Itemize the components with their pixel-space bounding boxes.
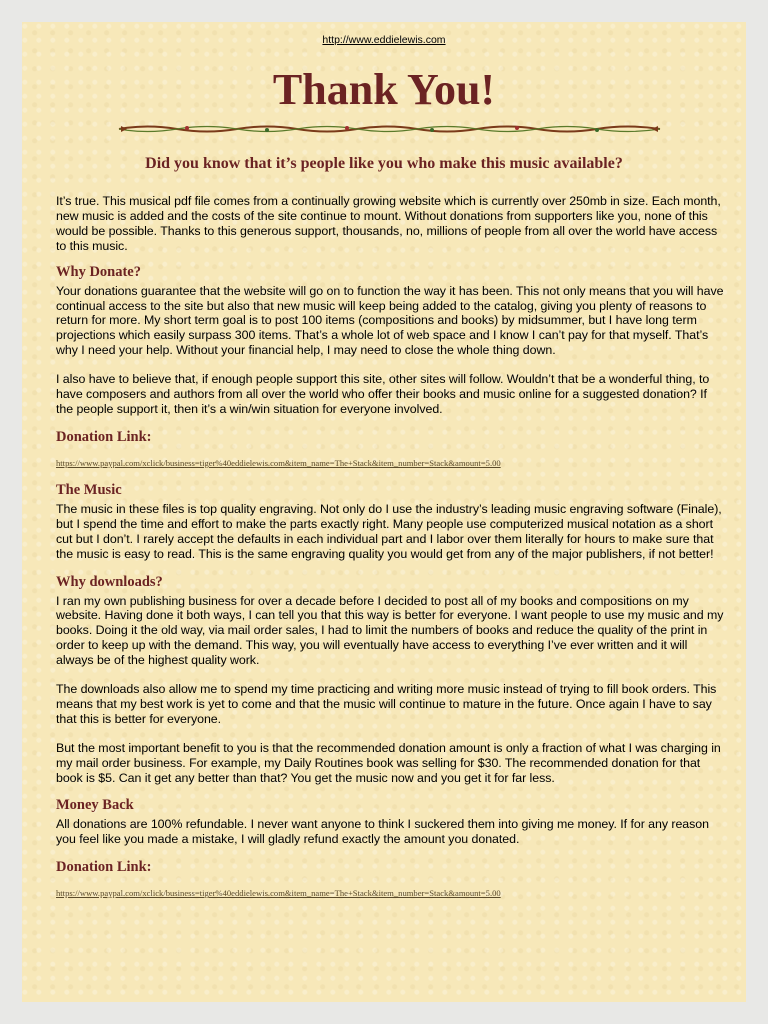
the-music-heading: The Music [56, 481, 122, 498]
document-page [22, 22, 746, 1002]
why-donate-paragraph-2: I also have to believe that, if enough people support this site, other sites will follow. Wouldn’t that be a wonderful thing, to have composers and authors from all over the world who offer their books and music online for a suggested donation? If the people support it, then it’s a win/win situation for everyone involved. [56, 372, 710, 416]
why-downloads-paragraph-1: I ran my own publishing business for over a decade before I decided to post all of my books and compositions on my website. Having done it both ways, I can tell you that this way is better for everyone. I want people to use my music and my books. Doing it the old way, via mail order sales, I had to limit the numbers of books and reduce the quality of the print in order to keep up with the demand. This way, you will eventually have access to everything I’ve ever written and it will always be of the highest quality work. [56, 593, 724, 668]
the-music-paragraph: The music in these files is top quality engraving. Not only do I use the industry’s leading music engraving software (Finale), but I spend the time and effort to make the parts exactly right. Many people use computerized musical notation as a short cut but I don’t. I rarely accept the defaults in each individual part and I labor over them literally for hours to make sure that the music is easy to read. This is the same engraving quality you would get from any of the major publishers, if not better! [56, 501, 722, 561]
site-url-link[interactable]: http://www.eddielewis.com [322, 34, 446, 46]
why-donate-paragraph-1: Your donations guarantee that the website will go on to function the way it has been. This not only means that you will have continual access to the site but also that new music will keep being added to the catalog, giving you plenty of reasons to return for more. My short term goal is to post 100 items (compositions and books) by midsummer, but I have long term projections which easily surpass 300 items. That’s a whole lot of web space and I know I can’t pay for that myself. That’s why I need your help. Without your financial help, I may need to close the whole thing down. [56, 283, 724, 358]
why-downloads-paragraph-3: But the most important benefit to you is that the recommended donation amount is only a fraction of what I was charging in my mail order business. For example, my Daily Routines book was selling for $30. The recommended donation for that book is $5. Can it get any better than that? You get the music now and you get it for far less. [56, 740, 721, 785]
money-back-paragraph: All donations are 100% refundable. I never want anyone to think I suckered them into giving me money. If for any reason you feel like you made a mistake, I will gladly refund exactly the amount you donated. [56, 817, 709, 847]
ornamental-divider [117, 122, 662, 136]
why-donate-heading: Why Donate? [56, 263, 141, 280]
donation-link-1[interactable]: https://www.paypal.com/xclick/business=tiger%40eddielewis.com&item_name=The+Stack&item_number=Stack&amount=5.00 [56, 457, 501, 468]
page-title: Thank You! [272, 65, 496, 114]
donation-link-2[interactable]: https://www.paypal.com/xclick/business=tiger%40eddielewis.com&item_name=The+Stack&item_number=Stack&amount=5.00 [56, 888, 501, 899]
page-subtitle: Did you know that it’s people like you who make this music available? [145, 155, 623, 172]
donation-link-heading-2: Donation Link: [56, 859, 152, 876]
main-content [56, 194, 724, 898]
money-back-heading: Money Back [56, 797, 134, 814]
donation-link-heading-1: Donation Link: [56, 428, 152, 445]
intro-paragraph: It’s true. This musical pdf file comes from a continually growing website which is currently over 250mb in size. Each month, new music is added and the costs of the site continue to mount. Without donations from supporters like you, none of this would be possible. Thanks to this generous support, thousands, no, millions of people from all over the world have access to this music. [56, 194, 721, 253]
why-downloads-heading: Why downloads? [56, 573, 163, 590]
why-downloads-paragraph-2: The downloads also allow me to spend my time practicing and writing more music instead of trying to fill book orders. This means that my best work is yet to come and that the music will continue to mature in the future. Once again I have to say that this is better for everyone. [56, 682, 717, 726]
